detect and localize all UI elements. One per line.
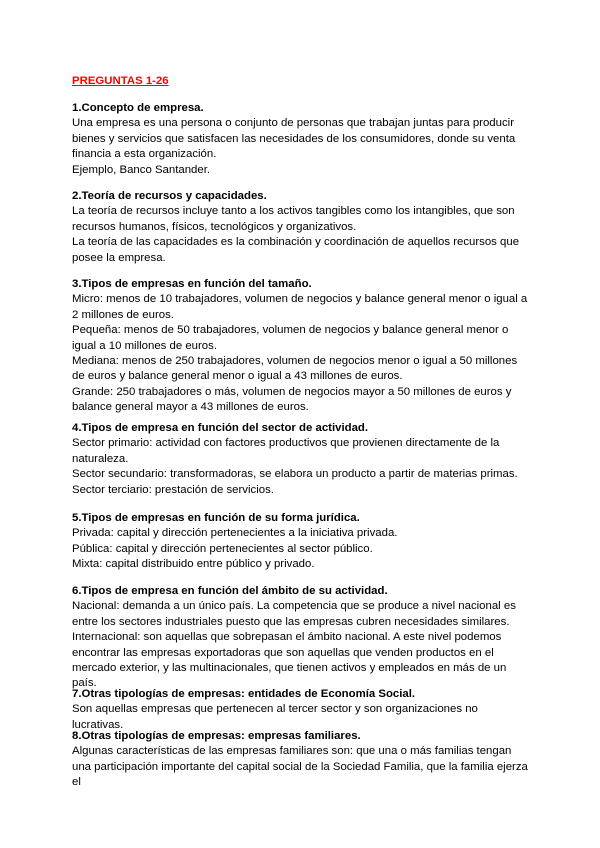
section-paragraph: Son aquellas empresas que pertenecen al tercer sector y son organizaciones no lucrativas. <box>72 703 478 731</box>
section-paragraph: La teoría de las capacidades es la combinación y coordinación de aquellos recursos que posee la empresa. <box>72 236 520 264</box>
section-paragraph: Sector terciario: prestación de servicios. <box>72 483 274 496</box>
section-7 <box>72 687 532 733</box>
section-paragraph: Sector primario: actividad con factores productivos que provienen directamente de la naturaleza. <box>72 437 500 465</box>
section-2 <box>72 189 532 266</box>
section-paragraph: Una empresa es una persona o conjunto de personas que trabajan juntas para producir bienes y servicios que satisfacen las necesidades de los consumidores, donde su venta financia a esta organización. <box>72 117 516 161</box>
section-3 <box>72 277 532 416</box>
section-paragraph: La teoría de recursos incluye tanto a los activos tangibles como los intangibles, que son recursos humanos, físicos, tecnológicos y organizativos. <box>72 205 515 233</box>
section-heading: 8.Otras tipologías de empresas: empresas familiares. <box>72 730 361 742</box>
section-paragraph: Nacional: demanda a un único país. La competencia que se produce a nivel nacional es entre los sectores industriales puesto que las empresas cubren necesidades similares. <box>72 600 516 628</box>
section-paragraph: Pequeña: menos de 50 trabajadores, volumen de negocios y balance general menor o igual a 10 millones de euros. <box>72 324 509 352</box>
section-4 <box>72 421 532 498</box>
section-heading: 5.Tipos de empresas en función de su forma jurídica. <box>72 512 360 524</box>
section-heading: 2.Teoría de recursos y capacidades. <box>72 190 267 202</box>
section-paragraph: Internacional: son aquellas que sobrepasan el ámbito nacional. A este nivel podemos encontrar las empresas exportadoras que son aquellas que venden productos en el mercado exterior, y las multinacionales, que tienen activos y empleados en más de un país. <box>72 631 507 690</box>
section-5 <box>72 511 532 573</box>
section-paragraph: Grande: 250 trabajadores o más, volumen de negocios mayor a 50 millones de euros y balance general mayor a 43 millones de euros. <box>72 385 512 414</box>
section-heading: 3.Tipos de empresas en función del tamaño. <box>72 278 312 290</box>
section-6 <box>72 584 532 692</box>
section-paragraph: Micro: menos de 10 trabajadores, volumen de negocios y balance general menor o igual a 2 millones de euros. <box>72 293 528 321</box>
section-paragraph: Mixta: capital distribuido entre público y privado. <box>72 558 315 571</box>
section-heading: 6.Tipos de empresa en función del ámbito de su actividad. <box>72 585 388 597</box>
section-paragraph: Mediana: menos de 250 trabajadores, volumen de negocios menor o igual a 50 millones de euros y balance general menor o igual a 43 millones de euros. <box>72 355 518 383</box>
section-8 <box>72 729 532 791</box>
section-paragraph: Privada: capital y dirección pertenecientes a la iniciativa privada. <box>72 527 398 540</box>
section-paragraph: Pública: capital y dirección pertenecientes al sector público. <box>72 542 373 555</box>
section-1 <box>72 101 532 178</box>
section-paragraph: Algunas características de las empresas familiares son: que una o más familias tengan una participación importante del capital social de la Sociedad Familia, que la familia ejerza el <box>72 745 528 789</box>
section-heading: 1.Concepto de empresa. <box>72 102 204 114</box>
section-paragraph: Sector secundario: transformadoras, se elabora un producto a partir de materias primas. <box>72 468 518 481</box>
section-heading: 4.Tipos de empresa en función del sector de actividad. <box>72 422 369 434</box>
section-paragraph: Ejemplo, Banco Santander. <box>72 163 211 176</box>
document-title: PREGUNTAS 1-26 <box>72 75 169 87</box>
section-heading: 7.Otras tipologías de empresas: entidades de Economía Social. <box>72 688 416 700</box>
